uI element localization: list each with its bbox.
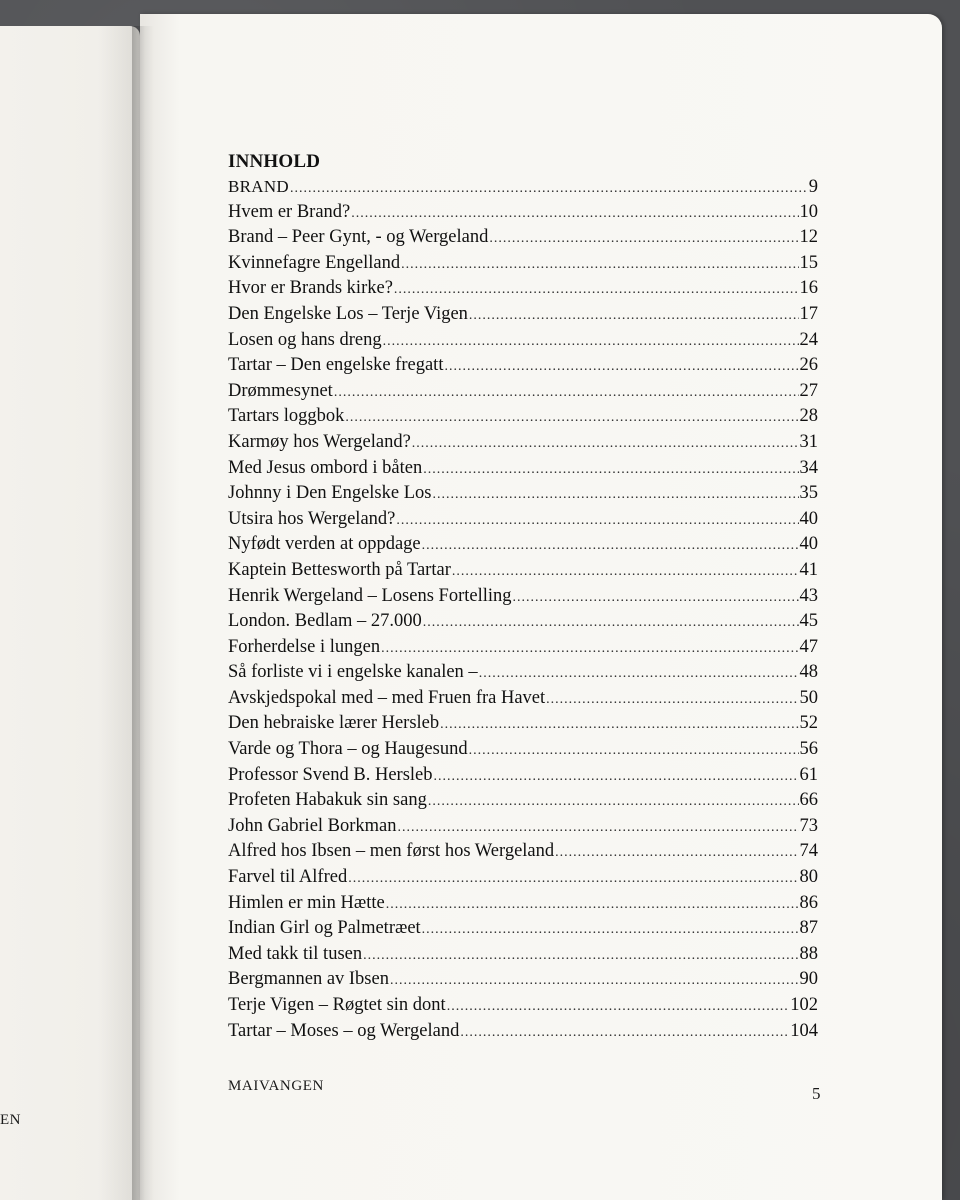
toc-entry-page: 47 xyxy=(799,636,818,657)
toc-dot-leader xyxy=(469,738,799,764)
toc-entry-title: Brand – Peer Gynt, - og Wergeland xyxy=(228,227,489,248)
toc-entry xyxy=(228,225,818,251)
toc-dot-leader xyxy=(390,968,799,994)
toc-entry-title: Henrik Wergeland – Losens Fortelling xyxy=(228,585,512,606)
toc-entry-title: Karmøy hos Wergeland? xyxy=(228,431,411,452)
toc-entry-page: 102 xyxy=(790,995,818,1015)
toc-entry xyxy=(228,686,818,712)
toc-entry-page: 24 xyxy=(799,329,818,350)
toc-entry xyxy=(228,814,818,840)
toc-entry-title: Forherdelse i lungen xyxy=(228,636,381,657)
toc-entry-page: 12 xyxy=(799,227,818,248)
toc-dot-leader xyxy=(334,380,799,406)
toc-entry-page: 80 xyxy=(799,867,818,888)
toc-dot-leader xyxy=(386,892,799,918)
toc-entry-title: Bergmannen av Ibsen xyxy=(228,969,389,990)
toc-entry-page: 34 xyxy=(799,457,818,478)
toc-entry-page: 86 xyxy=(799,892,818,913)
toc-entry-page: 56 xyxy=(799,739,818,760)
toc-dot-leader xyxy=(440,712,798,738)
toc-entry-page: 50 xyxy=(799,687,818,708)
toc-dot-leader xyxy=(447,994,790,1020)
toc-entry-page: 28 xyxy=(799,406,818,427)
toc-entry-title: Himlen er min Hætte xyxy=(228,892,385,913)
toc-entry xyxy=(228,839,818,865)
toc-dot-leader xyxy=(513,585,799,611)
toc-dot-leader xyxy=(469,303,799,329)
toc-entry-page: 87 xyxy=(799,918,818,939)
toc-entry xyxy=(228,891,818,917)
toc-entry-page: 41 xyxy=(799,559,818,580)
footer-book-title: MAIVANGEN xyxy=(228,1078,324,1094)
toc-entry-title: Kaptein Bettesworth på Tartar xyxy=(228,559,451,580)
toc-entry-title: Utsira hos Wergeland? xyxy=(228,508,396,529)
toc-entry-title: Tartar – Den engelske fregatt xyxy=(228,355,444,376)
toc-entry xyxy=(228,507,818,533)
toc-entry xyxy=(228,251,818,277)
toc-dot-leader xyxy=(489,226,798,252)
toc-entry-title: Terje Vigen – Røgtet sin dont xyxy=(228,995,446,1015)
toc-entry-title: Kvinnefagre Engelland xyxy=(228,252,401,273)
toc-entry xyxy=(228,1019,818,1045)
toc-entry xyxy=(228,737,818,763)
toc-entry-page: 10 xyxy=(799,201,818,222)
toc-entry xyxy=(228,174,818,200)
toc-entry-title: Nyfødt verden at oppdage xyxy=(228,534,421,555)
table-of-contents xyxy=(228,150,818,1044)
toc-entry xyxy=(228,404,818,430)
toc-entry xyxy=(228,302,818,328)
toc-entry-title: Avskjedspokal med – med Fruen fra Havet xyxy=(228,687,546,708)
toc-dot-leader xyxy=(428,789,799,815)
toc-entry xyxy=(228,660,818,686)
toc-entry-title: Den hebraiske lærer Hersleb xyxy=(228,713,440,734)
toc-dot-leader xyxy=(381,636,798,662)
toc-entry-title: Losen og hans dreng xyxy=(228,329,382,350)
toc-entry xyxy=(228,967,818,993)
toc-entry xyxy=(228,328,818,354)
toc-dot-leader xyxy=(432,482,798,508)
book-gutter xyxy=(132,26,154,1200)
toc-entry-title: London. Bedlam – 27.000 xyxy=(228,611,422,632)
toc-list xyxy=(228,174,818,1044)
toc-entry-page: 66 xyxy=(799,790,818,811)
toc-entry-title: Hvor er Brands kirke? xyxy=(228,278,393,299)
toc-entry-page: 26 xyxy=(799,355,818,376)
toc-entry-page: 35 xyxy=(799,483,818,504)
toc-dot-leader xyxy=(412,431,799,457)
toc-entry-title: Alfred hos Ibsen – men først hos Wergeland xyxy=(228,841,555,862)
toc-dot-leader xyxy=(351,201,798,227)
toc-entry xyxy=(228,276,818,302)
toc-dot-leader xyxy=(452,559,799,585)
toc-dot-leader xyxy=(383,329,799,355)
toc-dot-leader xyxy=(345,405,798,431)
toc-entry-title: Så forliste vi i engelske kanalen – xyxy=(228,662,478,683)
toc-entry-title: Den Engelske Los – Terje Vigen xyxy=(228,303,468,324)
toc-entry-page: 90 xyxy=(799,969,818,990)
toc-dot-leader xyxy=(401,252,798,278)
toc-entry-title: Med takk til tusen xyxy=(228,943,363,964)
toc-entry-page: 40 xyxy=(799,508,818,529)
toc-dot-leader xyxy=(348,866,798,892)
toc-entry-page: 17 xyxy=(799,303,818,324)
toc-entry-page: 73 xyxy=(799,815,818,836)
toc-entry-page: 27 xyxy=(799,380,818,401)
toc-entry xyxy=(228,379,818,405)
left-page xyxy=(0,26,140,1200)
toc-dot-leader xyxy=(434,764,799,790)
toc-entry xyxy=(228,865,818,891)
toc-entry-page: 31 xyxy=(799,431,818,452)
toc-dot-leader xyxy=(394,277,799,303)
toc-entry xyxy=(228,942,818,968)
toc-entry-title: Drømmesynet xyxy=(228,380,333,401)
toc-entry xyxy=(228,763,818,789)
toc-entry-title: John Gabriel Borkman xyxy=(228,815,397,836)
toc-entry-title: Johnny i Den Engelske Los xyxy=(228,483,432,504)
toc-entry-page: 74 xyxy=(799,841,818,862)
toc-heading: INNHOLD xyxy=(228,151,321,172)
toc-entry xyxy=(228,584,818,610)
toc-dot-leader xyxy=(290,176,808,202)
toc-entry xyxy=(228,788,818,814)
toc-entry-title: Tartar – Moses – og Wergeland xyxy=(228,1020,460,1041)
toc-dot-leader xyxy=(555,840,798,866)
toc-entry-page: 104 xyxy=(790,1020,818,1041)
toc-entry-page: 48 xyxy=(799,662,818,683)
toc-entry xyxy=(228,711,818,737)
toc-entry-page: 9 xyxy=(808,177,818,197)
toc-entry-title: Profeten Habakuk sin sang xyxy=(228,790,427,811)
toc-dot-leader xyxy=(460,1020,789,1046)
toc-dot-leader xyxy=(479,661,799,687)
toc-entry-page: 40 xyxy=(799,534,818,555)
toc-entry-title: BRAND xyxy=(228,177,290,196)
toc-entry xyxy=(228,430,818,456)
toc-entry xyxy=(228,200,818,226)
toc-entry-page: 16 xyxy=(799,278,818,299)
toc-entry xyxy=(228,635,818,661)
toc-entry-title: Professor Svend B. Hersleb xyxy=(228,764,433,785)
toc-dot-leader xyxy=(398,815,799,841)
toc-entry-title: Hvem er Brand? xyxy=(228,201,351,222)
toc-entry-title: Varde og Thora – og Haugesund xyxy=(228,739,468,760)
toc-entry-page: 15 xyxy=(799,252,818,273)
left-page-footer-fragment: EN xyxy=(0,1112,21,1128)
toc-entry xyxy=(228,558,818,584)
toc-entry-page: 45 xyxy=(799,611,818,632)
toc-dot-leader xyxy=(444,354,798,380)
toc-entry xyxy=(228,481,818,507)
toc-entry-title: Med Jesus ombord i båten xyxy=(228,457,423,478)
toc-entry-title: Indian Girl og Palmetræet xyxy=(228,918,421,939)
toc-entry xyxy=(228,609,818,635)
toc-dot-leader xyxy=(363,943,798,969)
toc-dot-leader xyxy=(396,508,798,534)
toc-entry-page: 43 xyxy=(799,585,818,606)
toc-entry xyxy=(228,993,818,1019)
toc-dot-leader xyxy=(422,533,799,559)
toc-entry-page: 88 xyxy=(799,943,818,964)
toc-entry xyxy=(228,353,818,379)
toc-entry-title: Tartars loggbok xyxy=(228,406,345,427)
toc-entry xyxy=(228,916,818,942)
toc-entry-page: 61 xyxy=(799,764,818,785)
footer-page-number: 5 xyxy=(812,1084,821,1103)
toc-dot-leader xyxy=(422,917,799,943)
toc-entry xyxy=(228,456,818,482)
toc-dot-leader xyxy=(546,687,798,713)
toc-entry-page: 52 xyxy=(799,713,818,734)
toc-entry-title: Farvel til Alfred xyxy=(228,867,348,888)
toc-dot-leader xyxy=(423,457,798,483)
toc-entry xyxy=(228,532,818,558)
toc-dot-leader xyxy=(423,610,799,636)
